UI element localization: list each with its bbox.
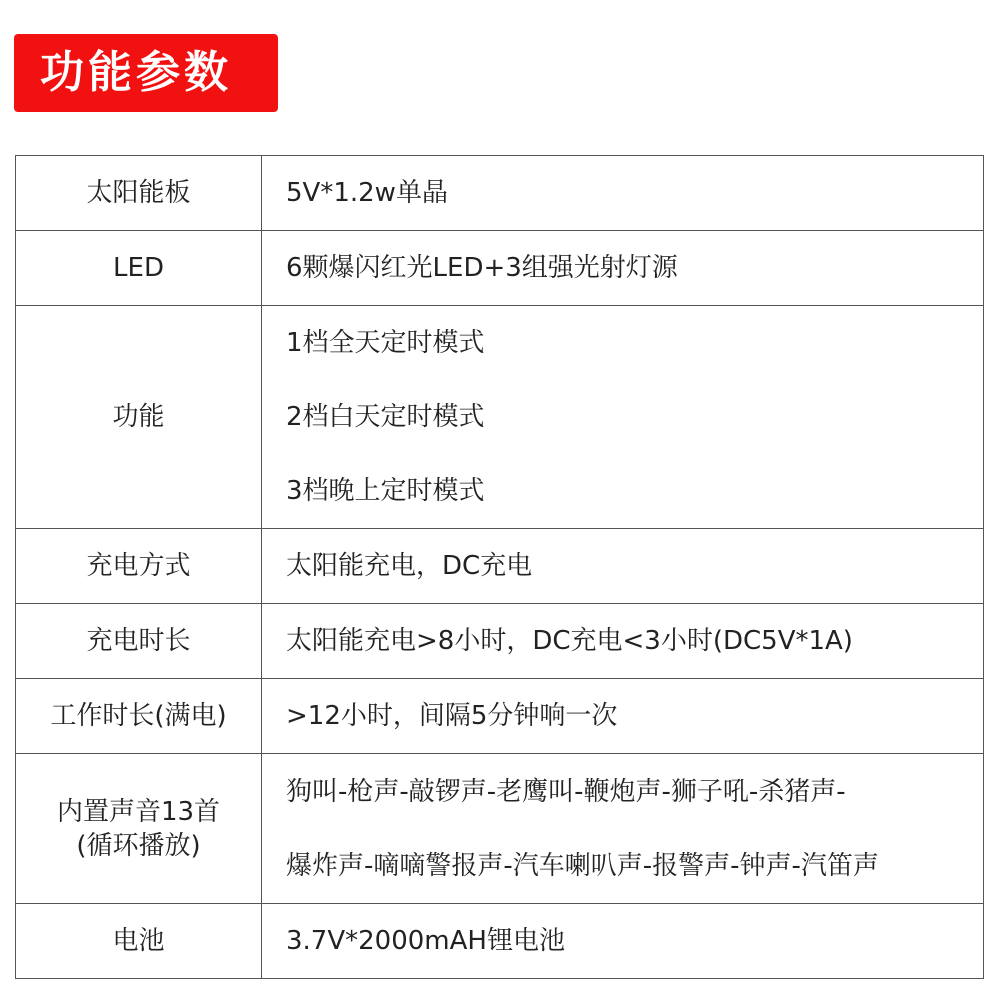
spec-value — [262, 904, 984, 979]
spec-row-built-in-sounds — [16, 754, 984, 904]
spec-value-line: 爆炸声-嘀嘀警报声-汽车喇叭声-报警声-钟声-汽笛声 — [286, 850, 879, 881]
spec-label: 太阳能板 — [16, 156, 262, 231]
spec-value-line: >12小时，间隔5分钟响一次 — [286, 701, 618, 731]
section-title-badge — [14, 34, 278, 112]
spec-label: 充电时长 — [16, 604, 262, 679]
spec-value-line: 太阳能充电>8小时，DC充电<3小时(DC5V*1A) — [286, 626, 853, 656]
spec-table — [15, 155, 984, 979]
spec-row-solar-panel — [16, 156, 984, 231]
spec-label: 电池 — [16, 904, 262, 979]
spec-value — [262, 604, 984, 679]
spec-row-function — [16, 306, 984, 529]
spec-value-line: 3.7V*2000mAH锂电池 — [286, 926, 565, 956]
spec-label-main: 内置声音13首 — [56, 796, 221, 827]
spec-row-led — [16, 231, 984, 306]
spec-value — [262, 156, 984, 231]
section-title: 功能参数 — [40, 47, 232, 98]
spec-value-line: 1档全天定时模式 — [286, 328, 485, 358]
spec-row-charging-method — [16, 529, 984, 604]
spec-value — [262, 679, 984, 754]
spec-row-battery — [16, 904, 984, 979]
spec-label: 充电方式 — [16, 529, 262, 604]
spec-value — [262, 231, 984, 306]
spec-label: LED — [16, 231, 262, 306]
spec-value — [262, 529, 984, 604]
spec-label: 工作时长(满电) — [16, 679, 262, 754]
spec-value-line: 2档白天定时模式 — [286, 402, 485, 432]
spec-label-sub: (循环播放) — [76, 830, 201, 861]
spec-value-line: 狗叫-枪声-敲锣声-老鹰叫-鞭炮声-狮子吼-杀猪声- — [286, 776, 846, 807]
spec-value — [262, 306, 984, 529]
spec-value-line: 太阳能充电，DC充电 — [286, 551, 533, 581]
spec-row-working-time — [16, 679, 984, 754]
spec-value-line: 3档晚上定时模式 — [286, 476, 485, 506]
spec-row-charging-time — [16, 604, 984, 679]
spec-label: 功能 — [16, 306, 262, 529]
spec-value — [262, 754, 984, 904]
spec-label — [16, 754, 262, 904]
spec-value-line: 5V*1.2w单晶 — [286, 178, 448, 208]
spec-value-line: 6颗爆闪红光LED+3组强光射灯源 — [286, 253, 678, 283]
